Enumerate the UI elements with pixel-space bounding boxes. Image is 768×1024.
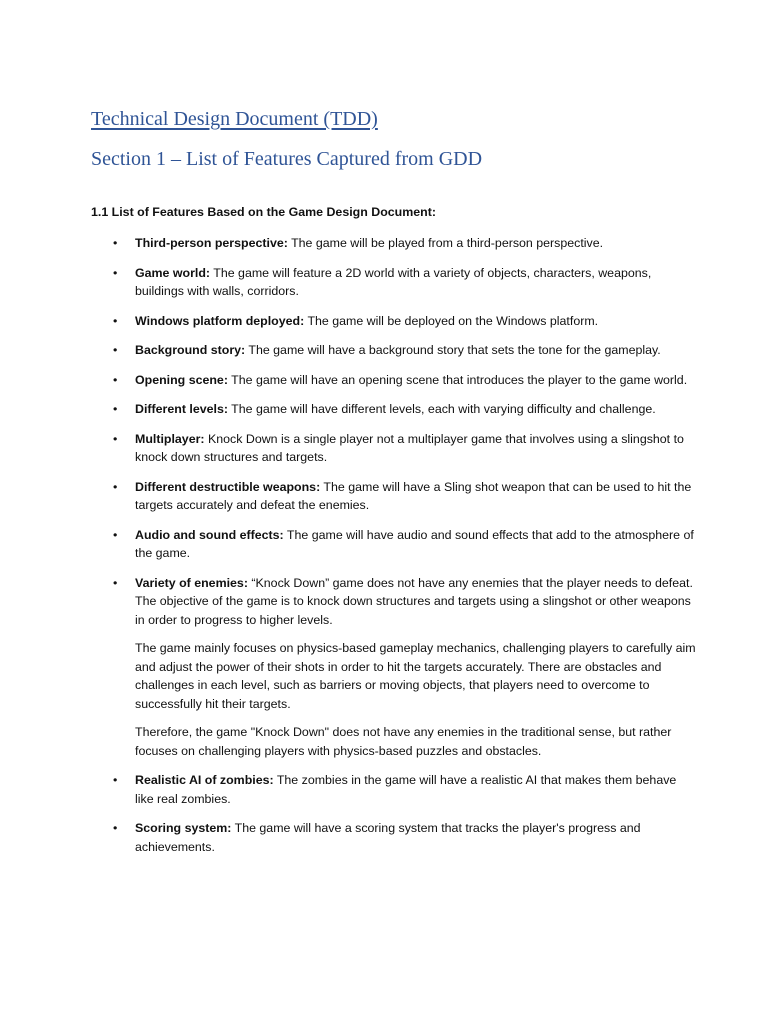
feature-item (113, 264, 698, 301)
feature-item (113, 478, 698, 515)
bullet-icon: • (113, 343, 118, 357)
bullet-icon: • (113, 402, 118, 416)
feature-description: The game will have different levels, each with varying difficulty and challenge. (227, 402, 656, 416)
feature-name: Opening scene: (135, 372, 228, 387)
bullet-icon: • (113, 431, 118, 446)
feature-description: The zombies in the game will have a realistic AI that makes them behave like real zombies. (135, 773, 677, 806)
bullet-icon: • (113, 773, 118, 787)
feature-item (113, 574, 698, 761)
feature-name: Third-person perspective: (135, 236, 288, 250)
feature-item (113, 371, 698, 390)
feature-name: Scoring system: (135, 821, 232, 835)
feature-description: The game will have a background story that sets the tone for the gameplay. (245, 343, 661, 357)
feature-item (113, 312, 698, 331)
feature-item (113, 430, 698, 467)
feature-item (113, 771, 698, 808)
feature-item (113, 819, 698, 856)
feature-description: The game will feature a 2D world with a variety of objects, characters, weapons, buildings with walls, corridors. (135, 265, 652, 298)
bullet-icon: • (113, 236, 118, 250)
bullet-icon: • (113, 372, 118, 387)
feature-name: Different levels: (135, 402, 228, 416)
feature-paragraph: The game mainly focuses on physics-based gameplay mechanics, challenging players to carefully aim and adjust the power of their shots in order to hit the targets accurately. There are obstacles and challenges in each level, such as barriers or moving objects, that players need to overcome to successfully hit their targets. (135, 641, 696, 711)
bullet-icon: • (113, 479, 118, 494)
document-title: Technical Design Document (TDD) (91, 108, 378, 130)
feature-description: The game will have a scoring system that tracks the player's progress and achievements. (135, 821, 641, 854)
feature-name: Background story: (135, 343, 246, 357)
feature-item (113, 341, 698, 360)
feature-name: Multiplayer: (135, 431, 205, 446)
feature-description: The game will have a Sling shot weapon that can be used to hit the targets accurately and defeat the enemies. (135, 479, 692, 512)
feature-name: Different destructible weapons: (135, 479, 321, 494)
feature-paragraph: Therefore, the game "Knock Down" does not have any enemies in the traditional sense, but rather focuses on challenging players with physics-based puzzles and obstacles. (135, 725, 672, 758)
feature-item (113, 526, 698, 563)
section-title: Section 1 – List of Features Captured from GDD (91, 148, 483, 170)
feature-list (113, 234, 698, 867)
feature-name: Realistic AI of zombies: (135, 773, 274, 787)
bullet-icon: • (113, 313, 118, 328)
feature-description: The game will have an opening scene that introduces the player to the game world. (227, 372, 688, 387)
bullet-icon: • (113, 265, 118, 280)
feature-description: “Knock Down” game does not have any enemies that the player needs to defeat. The objective of the game is to knock down structures and targets using a slingshot or other weapons in order to progress to higher levels. (135, 575, 693, 627)
feature-name: Windows platform deployed: (135, 313, 305, 328)
feature-name: Game world: (135, 265, 211, 280)
feature-description: Knock Down is a single player not a multiplayer game that involves using a slingshot to knock down structures and targets. (135, 431, 684, 464)
feature-name: Audio and sound effects: (135, 527, 284, 542)
feature-item (113, 400, 698, 419)
bullet-icon: • (113, 527, 118, 542)
feature-item (113, 234, 698, 253)
feature-description: The game will have audio and sound effects that add to the atmosphere of the game. (135, 527, 694, 560)
feature-name: Variety of enemies: (135, 575, 248, 590)
bullet-icon: • (113, 821, 118, 835)
features-subheading: 1.1 List of Features Based on the Game Design Document: (91, 205, 436, 219)
bullet-icon: • (113, 575, 118, 590)
feature-description: The game will be played from a third-person perspective. (287, 236, 604, 250)
feature-description: The game will be deployed on the Windows platform. (304, 313, 599, 328)
